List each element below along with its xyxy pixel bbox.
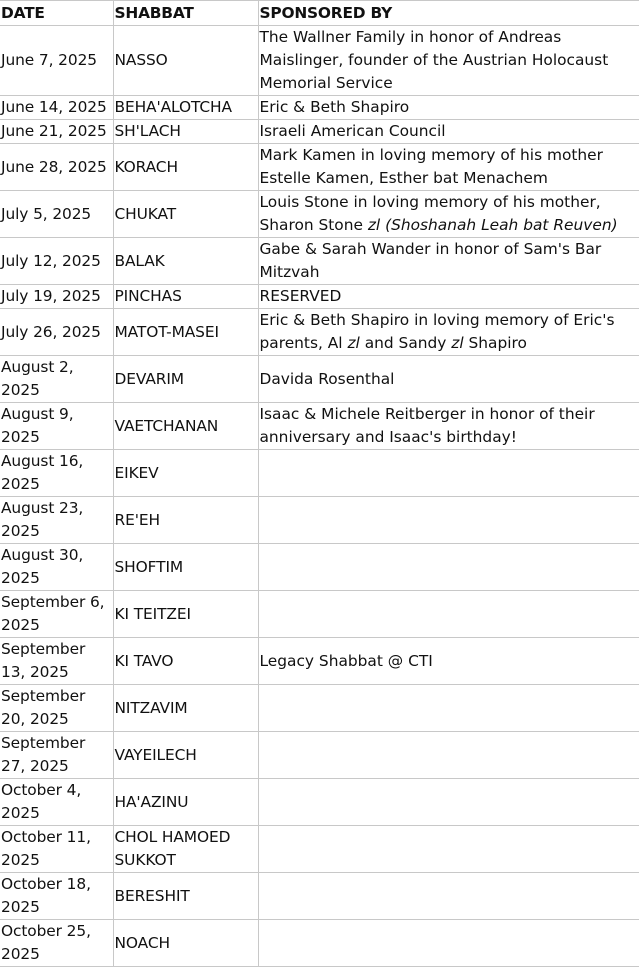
date-cell: August 9, 2025 [0,403,113,450]
sponsor-text: and Sandy [359,334,452,352]
sponsor-text: Eric & Beth Shapiro in loving memory of Eric's parents, Al [259,311,615,352]
shabbat-cell: NASSO [113,26,258,96]
sponsor-cell: RESERVED [258,285,639,309]
sponsor-cell: Israeli American Council [258,120,639,144]
shabbat-cell: BERESHIT [113,873,258,920]
table-row [0,356,639,403]
date-cell: August 2, 2025 [0,356,113,403]
sponsor-cell [258,450,639,497]
shabbat-cell: KI TEITZEI [113,591,258,638]
table-row [0,544,639,591]
column-header-date: DATE [0,1,113,26]
date-cell: July 26, 2025 [0,309,113,356]
shabbat-cell: CHUKAT [113,191,258,238]
sponsor-cell: Mark Kamen in loving memory of his mother Estelle Kamen, Esther bat Menachem [258,144,639,191]
sponsor-cell [258,309,639,356]
sponsor-text: Louis Stone in loving memory of his mother, Sharon Stone [259,193,601,234]
date-cell: June 28, 2025 [0,144,113,191]
sponsor-cell: Isaac & Michele Reitberger in honor of their anniversary and Isaac's birthday! [258,403,639,450]
date-cell: June 7, 2025 [0,26,113,96]
date-cell: October 11, 2025 [0,826,113,873]
header-row [0,1,639,26]
shabbat-cell: NOACH [113,920,258,967]
date-cell: August 23, 2025 [0,497,113,544]
sponsor-text-italic: zl [451,334,464,352]
sponsor-text-italic: zl (Shoshanah Leah bat Reuven) [367,216,618,234]
date-cell: September 13, 2025 [0,638,113,685]
table-row [0,638,639,685]
shabbat-cell: MATOT-MASEI [113,309,258,356]
table-row [0,144,639,191]
date-cell: July 12, 2025 [0,238,113,285]
table-row [0,309,639,356]
column-header-shabbat: SHABBAT [113,1,258,26]
sponsor-cell [258,544,639,591]
date-cell: August 16, 2025 [0,450,113,497]
date-cell: October 18, 2025 [0,873,113,920]
sponsor-cell [258,732,639,779]
date-cell: October 4, 2025 [0,779,113,826]
date-cell: July 19, 2025 [0,285,113,309]
sponsor-cell [258,920,639,967]
table-row [0,732,639,779]
sponsor-cell [258,873,639,920]
shabbat-cell: EIKEV [113,450,258,497]
shabbat-cell: HA'AZINU [113,779,258,826]
shabbat-cell: RE'EH [113,497,258,544]
table-row [0,191,639,238]
shabbat-cell: DEVARIM [113,356,258,403]
date-cell: June 14, 2025 [0,96,113,120]
sponsor-cell: Davida Rosenthal [258,356,639,403]
date-cell: October 25, 2025 [0,920,113,967]
sponsor-cell: Legacy Shabbat @ CTI [258,638,639,685]
shabbat-cell: BALAK [113,238,258,285]
table-row [0,779,639,826]
shabbat-cell: NITZAVIM [113,685,258,732]
date-cell: September 6, 2025 [0,591,113,638]
sponsor-text: Shapiro [463,334,527,352]
table-row [0,285,639,309]
table-row [0,403,639,450]
table-row [0,873,639,920]
sponsor-text-italic: zl [347,334,360,352]
shabbat-cell: VAYEILECH [113,732,258,779]
sponsor-cell: Gabe & Sarah Wander in honor of Sam's Bar Mitzvah [258,238,639,285]
sponsor-cell: Eric & Beth Shapiro [258,96,639,120]
date-cell: June 21, 2025 [0,120,113,144]
shabbat-cell: SH'LACH [113,120,258,144]
table-row [0,826,639,873]
sponsor-cell [258,685,639,732]
table-row [0,497,639,544]
table-row [0,238,639,285]
table-row [0,26,639,96]
table-row [0,120,639,144]
table-row [0,450,639,497]
table-row [0,920,639,967]
sponsor-cell: The Wallner Family in honor of Andreas Maislinger, founder of the Austrian Holocaust Memorial Service [258,26,639,96]
shabbat-cell: KI TAVO [113,638,258,685]
date-cell: September 27, 2025 [0,732,113,779]
table-row [0,96,639,120]
sponsor-cell [258,497,639,544]
table-row [0,685,639,732]
shabbat-cell: KORACH [113,144,258,191]
table-row [0,591,639,638]
sponsor-cell [258,191,639,238]
sponsor-cell [258,826,639,873]
date-cell: September 20, 2025 [0,685,113,732]
shabbat-cell: SHOFTIM [113,544,258,591]
shabbat-cell: BEHA'ALOTCHA [113,96,258,120]
sponsor-cell [258,779,639,826]
shabbat-cell: PINCHAS [113,285,258,309]
shabbat-cell: VAETCHANAN [113,403,258,450]
shabbat-cell: CHOL HAMOED SUKKOT [113,826,258,873]
date-cell: July 5, 2025 [0,191,113,238]
column-header-sponsored-by: SPONSORED BY [258,1,639,26]
date-cell: August 30, 2025 [0,544,113,591]
sponsor-cell [258,591,639,638]
